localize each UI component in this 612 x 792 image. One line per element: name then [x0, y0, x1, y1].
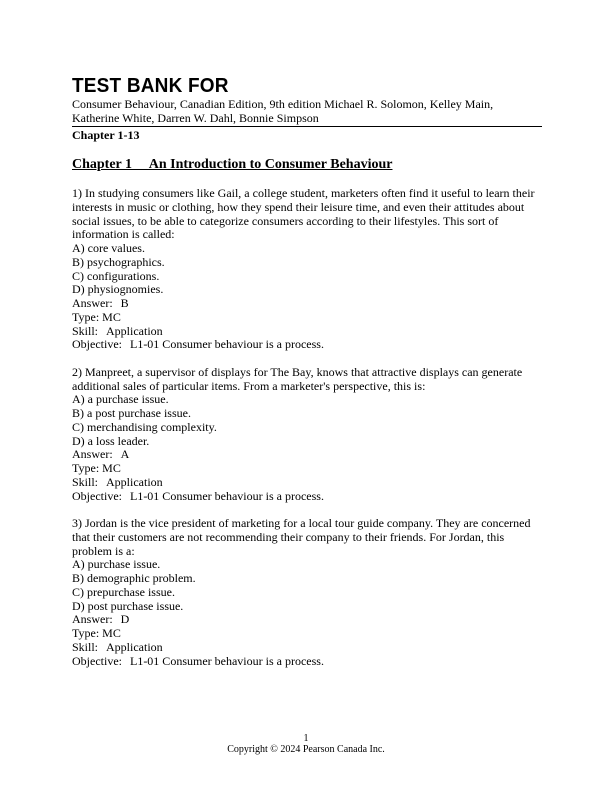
skill-value: Application [106, 474, 163, 489]
question-type: Type: MC [72, 309, 121, 324]
skill-line [72, 325, 542, 339]
skill-label: Skill: [72, 474, 99, 489]
answer-line [72, 448, 542, 462]
answer-value: B [120, 296, 129, 310]
question-stem: 3) Jordan is the vice president of marketing for a local tour guide company. They are concerned that their customers are not recommending their company to their friends. For Jordan, this problem is a: [72, 516, 531, 558]
answer-label: Answer: [72, 447, 113, 462]
objective-label: Objective: [72, 337, 122, 352]
answer-option: B) demographic problem. [72, 571, 196, 585]
question-stem: 2) Manpreet, a supervisor of displays for The Bay, knows that attractive displays can generate additional sales of particular items. From a marketer's perspective, this is: [72, 364, 523, 393]
answer-line [72, 297, 542, 311]
objective-value: L1-01 Consumer behaviour is a process. [129, 488, 324, 503]
question-item [72, 187, 542, 352]
answer-option: C) configurations. [72, 268, 160, 283]
skill-line [72, 476, 542, 490]
skill-line [72, 641, 542, 655]
skill-value: Application [106, 323, 163, 338]
book-citation: Consumer Behaviour, Canadian Edition, 9th edition Michael R. Solomon, Kelley Main, Katherine White, Darren W. Dahl, Bonnie Simpson [72, 97, 494, 125]
objective-value: L1-01 Consumer behaviour is a process. [129, 337, 324, 352]
question-item [72, 366, 542, 504]
page-footer [0, 733, 612, 755]
answer-line [72, 613, 542, 627]
answer-option: B) a post purchase issue. [72, 406, 191, 420]
question-item [72, 517, 542, 668]
answer-option: A) purchase issue. [72, 557, 161, 572]
page-number: 1 [303, 733, 309, 744]
answer-option: C) merchandising complexity. [72, 419, 217, 434]
objective-line [72, 338, 542, 352]
header-divider [72, 126, 542, 127]
skill-label: Skill: [72, 323, 99, 338]
answer-value: D [120, 612, 130, 627]
answer-label: Answer: [72, 612, 113, 627]
answer-option: D) physiognomies. [72, 282, 164, 297]
answer-option: C) prepurchase issue. [72, 584, 175, 599]
skill-label: Skill: [72, 639, 99, 654]
copyright-notice: Copyright © 2024 Pearson Canada Inc. [227, 744, 385, 755]
document-title: TEST BANK FOR [72, 74, 229, 97]
answer-option: D) a loss leader. [72, 433, 150, 448]
answer-value: A [120, 447, 130, 462]
answer-option: B) psychographics. [72, 254, 165, 269]
answer-option: A) a purchase issue. [72, 392, 169, 407]
question-type: Type: MC [72, 461, 121, 475]
objective-line [72, 655, 542, 669]
objective-label: Objective: [72, 653, 122, 668]
answer-option: D) post purchase issue. [72, 598, 184, 613]
skill-value: Application [106, 639, 163, 654]
question-list [72, 187, 542, 682]
objective-line [72, 490, 542, 504]
answer-label: Answer: [72, 296, 113, 310]
question-stem: 1) In studying consumers like Gail, a college student, marketers often find it useful to learn their interests in music or clothing, how they spend their leisure time, and even their attitudes about social issues, to be able to categorize consumers according to their lifestyles. This sort of information is called: [72, 186, 535, 242]
objective-label: Objective: [72, 488, 122, 503]
document-header [72, 76, 542, 142]
question-type: Type: MC [72, 626, 121, 640]
answer-option: A) core values. [72, 241, 145, 255]
chapter-range: Chapter 1-13 [72, 128, 140, 142]
chapter-heading: Chapter 1 An Introduction to Consumer Behaviour [72, 157, 393, 172]
objective-value: L1-01 Consumer behaviour is a process. [129, 653, 324, 668]
